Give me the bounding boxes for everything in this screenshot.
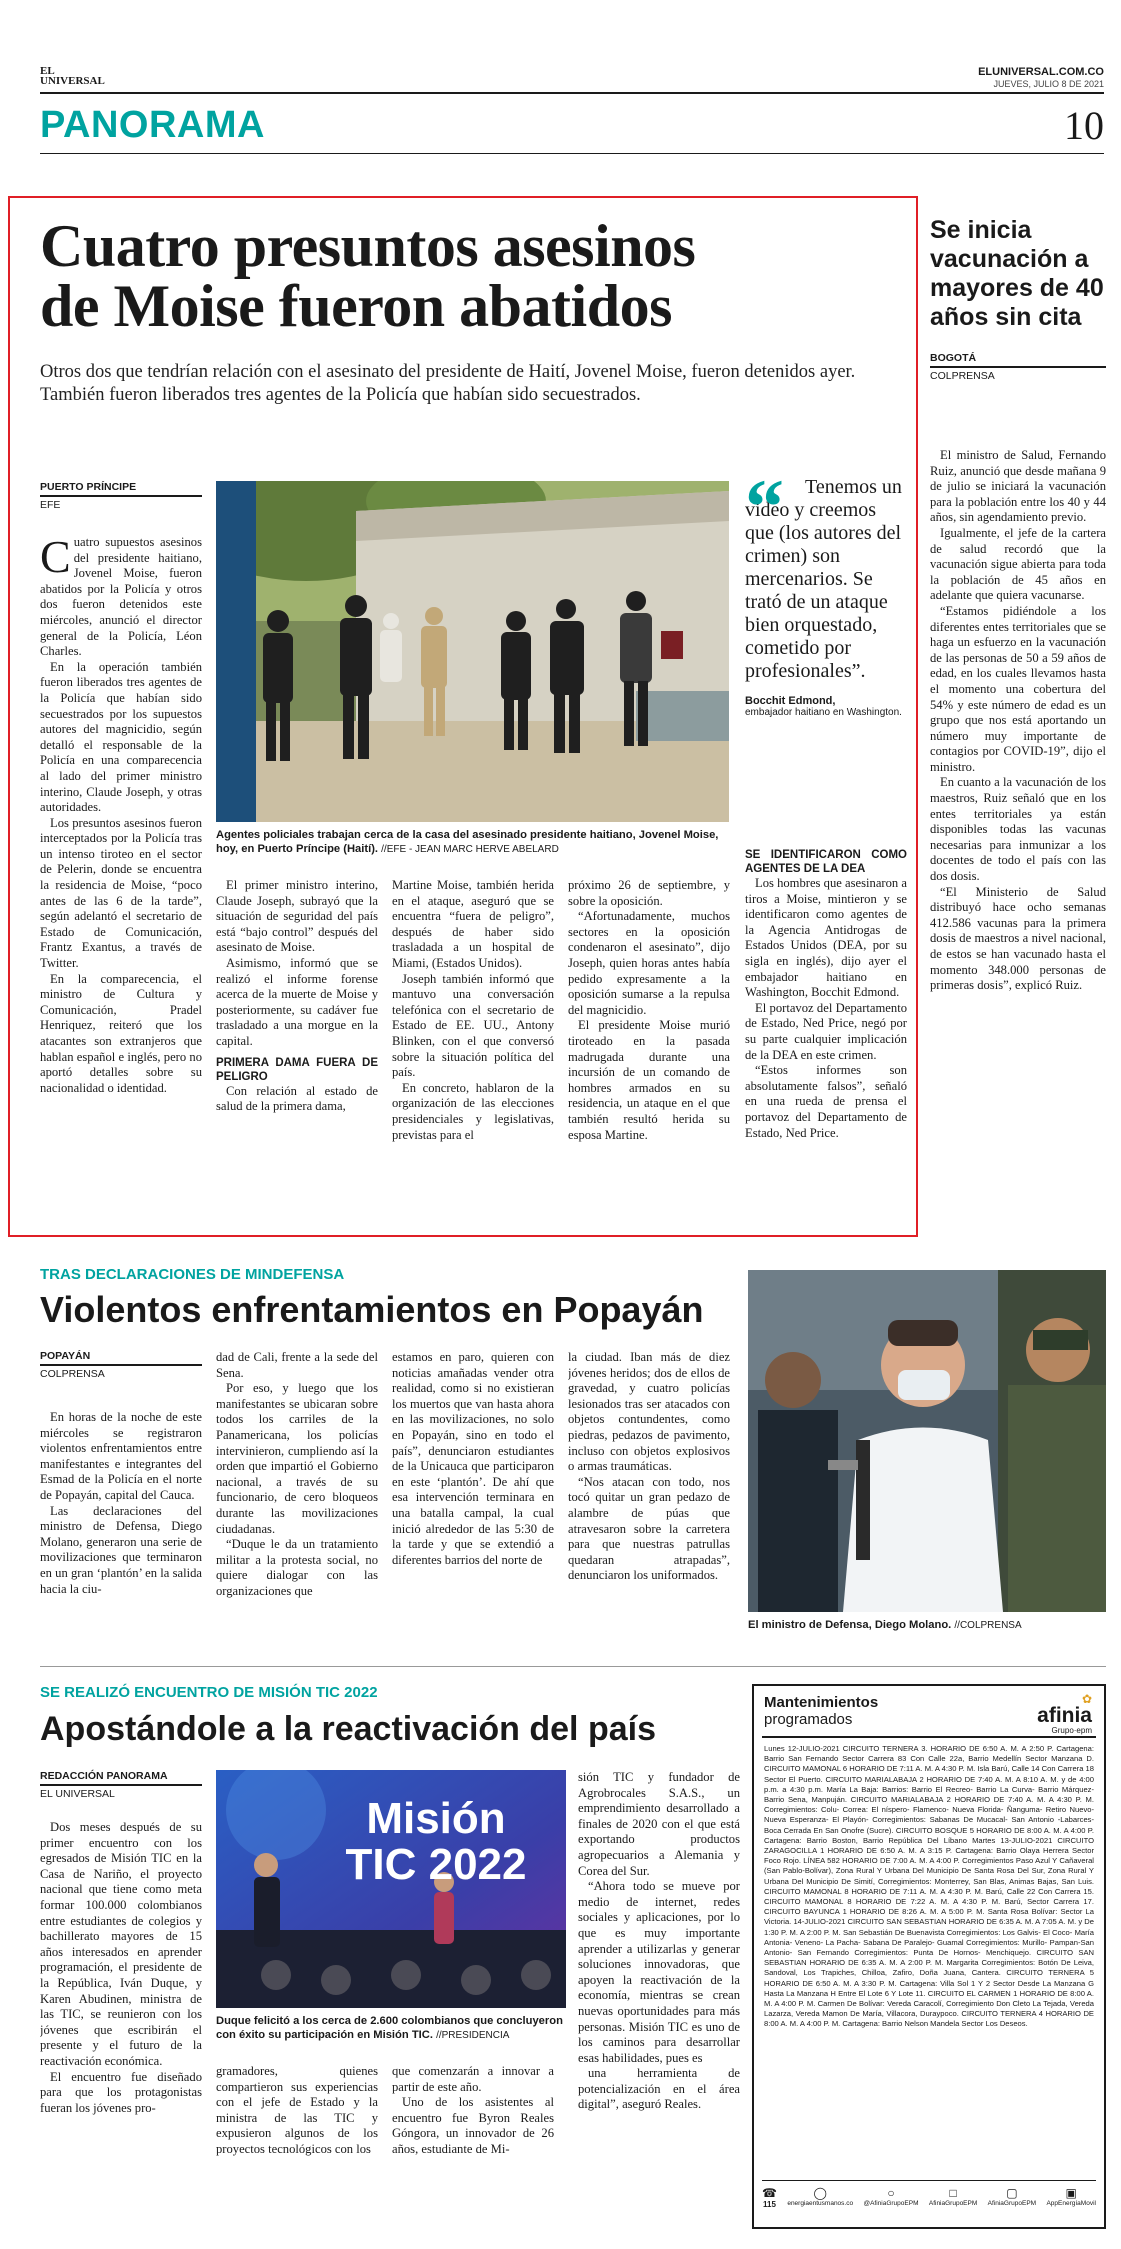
mision-photo-text: Misión TIC 2022 [345, 1794, 527, 1889]
dropcap: C [40, 535, 71, 582]
mision-city: REDACCIÓN PANORAMA [40, 1770, 202, 1786]
ad-footer-phone[interactable] [762, 2186, 777, 2222]
popayan-caption-text: El ministro de Defensa, Diego Molano. [748, 1619, 952, 1631]
ad-footer [762, 2186, 1096, 2222]
section-title: PANORAMA [40, 104, 265, 146]
popayan-col-4 [568, 1350, 730, 1650]
afinia-logo-icon: ✿ [1081, 1692, 1092, 1706]
popayan-bottom-rule [40, 1666, 1106, 1667]
main-col1-p1: uatro supuestos asesinos del presidente haitiano, Jovenel Moise, fueron abatidos por la Policía y otros dos fueron detenidos este miércoles, anunció el director general de la Policía, Léon Charles. [40, 535, 202, 659]
popayan-photo [748, 1270, 1106, 1612]
vaccine-p4: En cuanto a la vacunación de los maestros, Ruiz señaló que en los entes territoriales ya están disponibles todas las vacunas necesarias para inmunizar a los docentes de todo el país con las dos dosis. [930, 775, 1106, 884]
sidebar-p3: “Estos informes son absolutamente falsos”, señaló en una rueda de prensa el portavoz del Departamento de Estado, Ned Price. [745, 1063, 907, 1140]
app-icon: ▣ [1065, 2186, 1077, 2200]
mision-caption-text: Duque felicitó a los cerca de 2.600 colombianos que concluyeron con éxito su participación en Misión TIC. [216, 2015, 563, 2041]
facebook-icon: ▢ [1006, 2186, 1018, 2200]
site-url: ELUNIVERSAL.COM.CO [978, 66, 1104, 78]
ad-phone: 115 [763, 2200, 776, 2209]
mision-col3-p2: Uno de los asistentes al encuentro fue Byron Reales Góngora, un innovador de 26 años, estudiante de Mi- [392, 2095, 554, 2156]
vaccine-p3: “Estamos pidiéndole a los diferentes entes territoriales que se haga un esfuerzo en la vacunación de las personas de 50 a 59 años de edad, en los cuales llevamos hasta el momento una cobertura del 54% y este número de edad es un grupo que nos está aportando un número muy importante de contagios por COVID-19”, dijo el ministro. [930, 603, 1106, 774]
popayan-col3-p1: estamos en paro, quieren con noticias amañadas vender otra realidad, como si no existieran los muertos que van hasta ahora en las movilizaciones, no solo en Popayán, sino en todo el país”, denunciaron estudiantes de la Unicauca que participaron en este ‘plantón’. De ahí que esa intervención terminara en una batalla campal, la cual inició alrededor de las 5:30 de la tarde y que se extendió a diferentes barrios del norte de [392, 1350, 554, 1567]
section-rule [40, 153, 1104, 154]
mision-col-3 [392, 2064, 554, 2224]
popayan-col1-p1: En horas de la noche de este miércoles se registraron violentos enfrentamientos entre manifestantes e integrantes del Esmad de la Policía en el norte de Popayán, capital del Cauca. [40, 1410, 202, 1502]
main-caption-text: Agentes policiales trabajan cerca de la casa del asesinado presidente haitiano, Jovenel Moise, hoy, en Puerto Príncipe (Haití). [216, 829, 719, 855]
quote-author: Bocchit Edmond, [745, 695, 836, 707]
main-col1-p4: En la comparecencia, el ministro de Cultura y Comunicación, Pradel Henriquez, reiteró que los atacantes son extranjeros que hablan español e inglés, pero no aportó detalles sobre su nacionalidad o identidad. [40, 971, 202, 1095]
vaccine-agency: COLPRENSA [930, 370, 995, 382]
ad-footer-h1[interactable] [863, 2186, 918, 2222]
ad-site: energiaentusmanos.co [787, 2200, 854, 2207]
masthead-rule [40, 92, 1104, 94]
mision-caption-credit: //PRESIDENCIA [436, 2030, 510, 2041]
instagram-icon: □ [949, 2186, 957, 2200]
ad-title [764, 1694, 878, 1728]
main-col2-p3: Con relación al estado de salud de la primera dama, [216, 1083, 378, 1114]
popayan-col1-p2: Las declaraciones del ministro de Defensa, Diego Molano, generaron una serie de movilizaciones que terminaron en un gran ‘plantón’ en la salida hacia la ciu- [40, 1503, 202, 1596]
byline-agency: EFE [40, 499, 61, 511]
mision-agency: EL UNIVERSAL [40, 1788, 115, 1800]
popayan-byline [40, 1350, 202, 1380]
ad-brand-name: afinia [1037, 1704, 1092, 1727]
main-col-2 [216, 878, 378, 1223]
popayan-col-1 [40, 1410, 202, 1650]
popayan-caption-credit: //COLPRENSA [954, 1620, 1022, 1631]
main-photo-caption [216, 828, 729, 857]
main-headline-line1: Cuatro presuntos asesinos [40, 213, 696, 279]
main-col4-p2: “Afortunadamente, muchos sectores en la oposición condenaron el asesinato”, dijo Joseph, quien horas antes había pedido expresamente a la oposición sumarse a la repulsa del magnicidio. [568, 909, 730, 1017]
twitter-icon: ○ [887, 2186, 895, 2200]
main-col1-p2: En la operación también fueron liberados tres agentes de la Policía que habían sido secuestrados por los supuestos autores del magnicidio, según detalló el responsable de la Policía en una comparecencia al lado del primer ministro interino, Claude Joseph, y otras autoridades. [40, 659, 202, 815]
mision-col-1 [40, 1820, 202, 2220]
mision-col4-p3: una herramienta de potencialización en el área digital”, aseguró Reales. [578, 2066, 740, 2112]
main-sidebar-col [745, 848, 907, 1223]
ad-handle3: AfiniaGrupoEPM [987, 2200, 1037, 2207]
pull-quote [745, 463, 907, 718]
mision-col2-p1: gramadores, quienes compartieron sus experiencias con el jefe de Estado y la ministra de las TIC y expusieron algunos de los proyectos tecnológicos con los [216, 2064, 378, 2156]
mision-col4-p2: “Ahora todo se mueve por medio de internet, redes sociales y aplicaciones, por lo que es muy importante aprender a utilizarlas y generar soluciones innovadoras, que apoyen la reactivación de la economía, mientras se crean nuevas oportunidades para más personas. Misión TIC es uno de los caminos para desarrollar esas habilidades, pues es [578, 1879, 740, 2065]
main-col3-p1: Martine Moise, también herida en el ataque, aseguró que se encuentra “fuera de peligro”, después de haber sido trasladada a un hospital de Miami, (Estados Unidos). [392, 878, 554, 970]
issue-date: JUEVES, JULIO 8 DE 2021 [993, 79, 1104, 89]
vaccine-story [930, 216, 1106, 382]
mision-col-2 [216, 2064, 378, 2224]
mision-headline: Apostándole a la reactivación del país [40, 1710, 656, 1748]
mision-kicker: SE REALIZÓ ENCUENTRO DE MISIÓN TIC 2022 [40, 1684, 378, 1701]
sidebar-p2: El portavoz del Departamento de Estado, Ned Price, negó por su parte cualquier implicación de la DEA en este crimen. [745, 1000, 907, 1062]
globe-icon: ◯ [813, 2186, 827, 2200]
ad-footer-h2[interactable] [929, 2186, 977, 2222]
main-col4-p3: El presidente Moise murió tiroteado en la pasada madrugada durante una incursión de un comando de hombres armados en su residencia, un ataque en el que también resultó herida su esposa Martine. [568, 1018, 730, 1142]
police-operation-photo [216, 481, 729, 822]
logo [40, 66, 105, 86]
main-deck: Otros dos que tendrían relación con el asesinato del presidente de Haití, Jovenel Moise, fueron detenidos ayer. También fueron liberados tres agentes de la Policía que habían sido secuestrados. [40, 362, 856, 405]
page-number: 10 [1064, 103, 1104, 148]
sidebar-p1: Los hombres que asesinaron a tiros a Moise, mintieron y se identificaron como agentes de la Agencia Antidrogas de Estados Unidos (DEA, por su sigla en inglés), dijo ayer el embajador haitiano en Washington, Bocchit Edmond. [745, 876, 907, 1000]
main-col-1 [40, 535, 202, 1223]
popayan-kicker: TRAS DECLARACIONES DE MINDEFENSA [40, 1266, 345, 1283]
vaccine-p1: El ministro de Salud, Fernando Ruiz, anunció que desde mañana 9 de julio se iniciará la vacunación para la población entre los 40 y 44 años, sin agendamiento previo. [930, 448, 1106, 525]
popayan-headline: Violentos enfrentamientos en Popayán [40, 1289, 704, 1330]
afinia-ad [752, 1684, 1106, 2229]
main-byline [40, 481, 202, 511]
quote-role: embajador haitiano en Washington. [745, 707, 902, 718]
popayan-col4-p2: “Nos atacan con todo, nos tocó quitar un gran pedazo de alambre de púas que atravesaron sobre la carretera para que nuestras patrullas quedaran atrapadas”, denunciaron los uniformados. [568, 1474, 730, 1583]
ad-title-line1: Mantenimientos [764, 1694, 879, 1711]
vaccine-p5: “El Ministerio de Salud distribuyó hace ocho semanas 412.586 vacunas para la primera dosis de maestros a nivel nacional, de estos se han vacunado hasta el momento 348.000 personas de primeras dosis”, explicó Ruiz. [930, 884, 1106, 993]
ad-brand-sub: Grupo·epm [1051, 1726, 1092, 1735]
quote-text: Tenemos un video y creemos que (los autores del crimen) son mercenarios. Se trató de un ataque bien orquestado, cometido por profesionales”. [745, 476, 902, 682]
popayan-photo-caption [748, 1618, 1106, 1633]
main-col-3 [392, 878, 554, 1223]
popayan-col2-p3: “Duque le da un tratamiento militar a la protesta social, no quiere dialogar con las organizaciones que [216, 1537, 378, 1598]
mision-col1-p1: Dos meses después de su primer encuentro con los egresados de Misión TIC en la Casa de Nariño, el proyecto nacional que tiene como meta formar 100.000 colombianos entre estudiantes de colegios y bachillerato mayores de 15 años interesados en aprender programación, el presidente de la República, Iván Duque, y Karen Abudinen, ministra de las TIC, se reunieron con los jóvenes que escribirán el presente y el futuro de la reactivación económica. [40, 1820, 202, 2068]
main-col3-p2: Joseph también informó que mantuvo una conversación telefónica con el secretario de Estado de EE. UU., Antony Blinken, con el que conversó sobre la situación política del país. [392, 971, 554, 1080]
vaccine-byline [930, 352, 1106, 382]
mision-col3-p1: que comenzarán a innovar a partir de este año. [392, 2064, 554, 2094]
quote-mark-icon: “ [745, 463, 784, 550]
vaccine-body [930, 448, 1106, 1228]
main-col1-p3: Los presuntos asesinos fueron interceptados por la Policía tras un intenso tiroteo en el sector de Pelerin, donde se encuentra la residencia de Moise, “poco antes de las 6 de la tarde”, según adelantó el secretario de Estado de Comunicación, Frantz Exantus, a través de Twitter. [40, 815, 202, 971]
ad-footer-h3[interactable] [988, 2186, 1036, 2222]
main-headline-line2: de Moise fueron abatidos [40, 273, 672, 339]
main-photo [216, 481, 729, 822]
mision-photo-caption [216, 2014, 566, 2043]
byline-city: PUERTO PRÍNCIPE [40, 481, 202, 497]
ad-footer-h4[interactable] [1046, 2186, 1096, 2222]
mision-col1-p2: El encuentro fue diseñado para que los protagonistas fueran los jóvenes pro- [40, 2069, 202, 2115]
ad-handle1: @AfiniaGrupoEPM [863, 2200, 919, 2207]
ad-handle4: AppEnergíaMovil [1046, 2200, 1096, 2207]
popayan-col-2 [216, 1350, 378, 1650]
popayan-col-3 [392, 1350, 554, 1650]
logo-top: EL [40, 65, 55, 77]
main-col3-p3: En concreto, hablaron de la organización de las elecciones presidenciales y legislativas, previstas para el [392, 1080, 554, 1142]
mision-byline [40, 1770, 202, 1800]
main-col2-p2: Asimismo, informó que se realizó el informe forense acerca de la muerte de Moise y posteriormente, su cadáver fue trasladado a una morgue en la capital. [216, 955, 378, 1048]
main-caption-credit: //EFE - JEAN MARC HERVE ABELARD [381, 844, 559, 855]
minister-photo [748, 1270, 1106, 1612]
vaccine-p2: Igualmente, el jefe de la cartera de salud recordó que la vacunación sigue abierta para toda la población de 45 años en adelante que quiera vacunarse. [930, 525, 1106, 603]
mision-col-4 [578, 1770, 740, 2220]
vaccine-city: BOGOTÁ [930, 352, 1106, 368]
main-headline [40, 213, 900, 339]
ad-brand [1037, 1692, 1092, 1735]
main-col-4 [568, 878, 730, 1223]
popayan-col2-p1: dad de Cali, frente a la sede del Sena. [216, 1350, 378, 1380]
ad-footer-rule [762, 2180, 1096, 2181]
ad-title-line2: programados [764, 1711, 853, 1728]
mision-col4-p1: sión TIC y fundador de Agrobrocales S.A.S., un emprendimiento desarrollado a finales de 2020 con el que está exportando productos agropecuarios a Alemania y Corea del Sur. [578, 1770, 740, 1878]
logo-bottom: UNIVERSAL [40, 75, 105, 87]
popayan-col2-p2: Por eso, y luego que los manifestantes se ubicaran sobre todos los carriles de la Panamericana, los policías intervinieron, cumpliendo así la orden que impartió el Gobierno nacional, a través de su funcionario, de cero bloqueos durante las movilizaciones ciudadanas. [216, 1381, 378, 1536]
main-col2-subhead: PRIMERA DAMA FUERA DE PELIGRO [216, 1056, 378, 1083]
phone-icon: ☎ [762, 2186, 777, 2200]
main-col2-p1: El primer ministro interino, Claude Joseph, subrayó que la situación de seguridad del país está “bajo control” después del asesinato de Moise. [216, 878, 378, 955]
main-col4-p1: próximo 26 de septiembre, y sobre la oposición. [568, 878, 730, 908]
popayan-agency: COLPRENSA [40, 1368, 105, 1380]
ad-title-rule [762, 1736, 1096, 1738]
popayan-city: POPAYÁN [40, 1350, 202, 1366]
sidebar-subhead: SE IDENTIFICARON COMO AGENTES DE LA DEA [745, 849, 907, 875]
ad-body: Lunes 12-JULIO-2021 CIRCUITO TERNERA 3. HORARIO DE 6:50 A. M. A 2:50 P. Cartagena: Barrio San Fernando Sector Carrera 83 Con Calle 22a, Barrio Medellín Sector Manzana D. CIRCUITO MAMONAL 6 HORARIO DE 7:11 A. M. A 4:30 P. M. Isla Barú, Calle 14 Con Carrera 18 Sector El Puerto. CIRCUITO MARIALABAJA 2 HORARIO DE 7:40 A. M. A 8:10 A. M. y de 4:00 p.m. a 4:30 p.m. María La Baja: Barrios: Barrio El Recreo- Barrio La Curva- Barrio Márquez- Barrio Sena, Manpuján. CIRCUITO MARIALABAJA 2 HORARIO DE 7:40 A. M. A 4:30 P. M. Corregimientos: Colu- Correa: El níspero- Flamenco- Nueva Florida- Ñanguma- Retiro Nuevo- Nueva Esperanza- El Playón- Corregimientos: Sabanas De Mucacal- San Antonio -Labarces- Boca Cerrada En San Onofre (Sucre). CIRCUITO BOSQUE 5 HORARIO DE 8:00 A. M. A 4:00 P. Cartagena: Barrio Boston, Barrio República Del Líbano Martes 13-JULIO-2021 CIRCUITO ZARAGOCILLA 1 HORARIO DE 6:50 A. M. A 3:15 P. Cartagena: Barrio Olaya Herrera Sector Foco Rojo. LÍNEA 582 HORARIO DE 7:00 A. M. A 4:00 P. Corregimientos Paso Azul Y Cañaveral (San Pablo-Bolívar), Zona Rural Y Urbana Del Municipio De Santa Rosa Del Sur, Zona Rural Y Urbana Del Municipio De Simití, Corregimientos: Monterrey, San Blas, Animas Bajas, San Luis. CIRCUITO MAMONAL 8 HORARIO DE 7:11 A. M. A 4:30 P. M. Barú, Calle 22 Con Carrera 15. CIRCUITO MAMONAL 8 HORARIO DE 7:22 A. M. A 4:30 P. M. Barú, Sector Carrera 17. CIRCUITO BAYUNCA 1 HORARIO DE 8:26 A. M. A 5:00 P. M. Santa Rosa Bolívar: Sector La Victoria. 14-JULIO-2021 CIRCUITO SAN SEBASTIAN HORARIO DE 6:35 A. M. A 7:05 A. M. y De 1:30 P. M. A 2:00 P. M. San Sebastián De Buenavista Corregimientos: Los Galvis- El Coco- María Antonia- Veneno- La Pacha- Sabana De Paralejo- Guamal Corregimientos: Murillo- Pampan-San Antonio- San Fernando Corregimientos: Punta De Hornos- Menchiquejo. CIRCUITO SAN SEBASTIAN HORARIO DE 6:35 A. M. A 2:00 P. M. Margarita Corregimientos: Botón De Leiva, Sandoval, Los Trapiches, Chilloa, Zafiro, Doña Juana, Cantera. CIRCUITO TERNERA 5 HORARIO DE 6:50 A. M. A 3:30 P. M. Cartagena: Villa Sol 1 Y 2 Sector Desde La Manzana G Hasta La Manzana H Entre El Lote 6 Y Lote 11. CIRCUITO EL CARMEN 1 HORARIO DE 8:00 A. M. A 4:00 P. M. Carmen De Bolívar: Vereda Caracolí, Corregimiento Don Cleto La Tejada, Vereda Lazarza, Vereda Mamon De María, Villacora, Duraypoco. CIRCUITO TERNERA 4 HORARIO DE 8:00 A. M. A 4:00 P. M. Cartagena: Barrio Nelson Mandela Sector Los Deseos. [764, 1744, 1094, 2029]
mision-photo [216, 1770, 566, 2008]
popayan-col4-p1: la ciudad. Iban más de diez jóvenes heridos; dos de ellos de gravedad, y cuatro policías lesionados tras ser atacados con objetos contundentes, como piedras, pedazos de pavimento, incluso con objetos explosivos o armas traumáticas. [568, 1350, 730, 1474]
ad-footer-site[interactable] [787, 2186, 853, 2222]
masthead [40, 66, 1104, 156]
ad-handle2: AfiniaGrupoEPM [928, 2200, 978, 2207]
vaccine-headline: Se inicia vacunación a mayores de 40 años sin cita [930, 216, 1104, 331]
